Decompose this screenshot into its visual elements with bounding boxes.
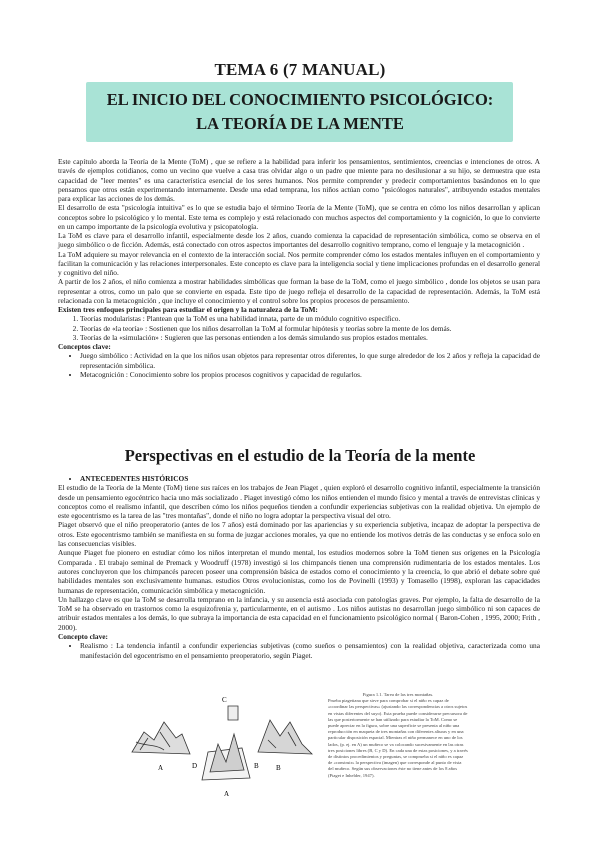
mountain-view-left	[132, 722, 190, 754]
figure-label: B	[276, 764, 281, 772]
mountains-diagram	[130, 692, 320, 802]
concepto-list	[58, 641, 540, 660]
list-item: • Realismo : La tendencia infantil a confundir experiencias subjetivas (como sueños o pensamientos) con la realidad objetiva, caracterizada como una manifestación del egocentrismo en el pensamiento preoperatorio, según Piaget.	[80, 641, 540, 660]
section-title: Perspectivas en el estudio de la Teoría de la mente	[124, 446, 476, 465]
section2-paragraph: Piaget observó que el niño preoperatorio (antes de los 7 años) está dominado por las apariencias y su experiencia subjetiva, incapaz de adoptar la perspectiva de otros. Este egocentrismo también se manifiesta en su forma de juzgar acciones morales, ya que no entiende los motivos detrás de las conductas y se enfoca solo en las consecuencias visibles.	[58, 520, 540, 549]
mountain-view-center	[202, 706, 250, 780]
enfoques-list	[58, 314, 540, 342]
figure-caption-text: Prueba piagetiana que sirve para comprobar si el niño es capaz de «coordinar las perspectivas» (ajustando las correspondencias a otros sujetos en vistas diferentes del suyo). Esta prueba puede considerarse precursora de las que posteriormente se han utilizado para estudiar la ToM. Como se puede apreciar en la figura, sobre una superficie se presenta al niño una reproducción en maqueta de tres montañas con diferentes alturas y en una particular disposición espacial. Mientras el niño permanece en uno de los lados, (p. ej. en A) un muñeco se va colocando sucesivamente en las otras tres posiciones libres (B, C y D). En cada una de estas posiciones, y a través de distintos procedimientos y preguntas, se comprueba si el niño es capaz de «construir» la perspectiva (imagen) que corresponde al punto de vista del muñeco. Según sus observaciones éste no tiene antes de los 8 años (Piaget e Inhelder, 1947).	[328, 698, 468, 778]
intro-paragraph: A partir de los 2 años, el niño comienza a mostrar habilidades simbólicas que forman la base de la ToM, como el juego simbólico , donde los objetos se usan para representar a otros, como un palo que se convierte en espada. Este tipo de juego refleja el desarrollo de la capacidad de representación. Además, la ToM está relacionada con la metacognición , que incluye el conocimiento y el control sobre los propios procesos de pensamiento.	[58, 277, 540, 305]
list-item: 3. Teorías de la «simulación» : Sugieren que las personas entienden a los demás simulando sus propios estados mentales.	[80, 333, 540, 342]
conceptos-list	[58, 351, 540, 379]
figure-caption	[328, 692, 468, 779]
concepto-heading: Concepto clave:	[58, 632, 108, 642]
list-item: 2. Teorías de «la teoría» : Sostienen que los niños desarrollan la ToM al formular hipótesis y teorías sobre la mente de los demás.	[80, 324, 540, 333]
main-title-line1: EL INICIO DEL CONOCIMIENTO PSICOLÓGICO:	[106, 90, 494, 109]
mountain-view-right	[258, 720, 312, 754]
tema-heading: TEMA 6 (7 MANUAL)	[214, 60, 386, 79]
section2-body	[58, 474, 540, 660]
intro-paragraph: La ToM adquiere su mayor relevancia en el contexto de la interacción social. Nos permite comprender cómo los estados mentales influyen en el comportamiento y facilitan la comunicación y las relaciones interpersonales. Este concepto es clave para la inteligencia social y tiene implicaciones profundas en el desarrollo general y cognitivo del niño.	[58, 249, 540, 277]
section2-paragraph: El estudio de la Teoría de la Mente (ToM) tiene sus raíces en los trabajos de Jean Piaget , quien exploró el desarrollo cognitivo infantil, especialmente la transición desde un pensamiento egocéntrico hacia uno más socializado . Piaget investigó cómo los niños entienden el mundo físico y mental a través de entrevistas clínicas y conceptos como el realismo infantil, que describen cómo los niños pequeños tienden a confundir experiencias subjetivas con la realidad objetiva. Un ejemplo de este egocentrismo es la tarea de las "tres montañas", donde el niño no logra adoptar la perspectiva visual del otro.	[58, 483, 540, 521]
three-mountains-figure	[130, 692, 466, 802]
figure-label: C	[222, 696, 227, 704]
section2-paragraph: Aunque Piaget fue pionero en estudiar cómo los niños interpretan el mundo mental, los estudios modernos sobre la ToM tienen sus orígenes en la Psicología Comparada . El trabajo seminal de Premack y Woodruff (1978) investigó si los chimpancés tienen una comprensión rudimentaria de los estados mentales. Los autores concluyeron que los chimpancés parecen poseer una comprensión básica de estados como el conocimiento y la creencia, lo que abrió el debate sobre qué habilidades mentales son exclusivamente humanas. estudios Otros evolucionistas, como los de Povinelli (1993) y Tomasello (1998), exploran las capacidades humanas de representación, comunicación simbólica y metacognición.	[58, 548, 540, 595]
intro-paragraph: La ToM es clave para el desarrollo infantil, especialmente desde los 2 años, cuando comienza la capacidad de representación simbólica, como se observa en el juego simbólico o de ficción. Además, está conectado con otros aspectos importantes del desarrollo cognitivo temprano, como el lenguaje y la metacognición .	[58, 231, 540, 250]
intro-section	[58, 157, 540, 379]
figure-caption-title: Figura 1.1. Tarea de las tres montañas.	[362, 692, 434, 697]
enfoques-heading: Existen tres enfoques principales para estudiar el origen y la naturaleza de la ToM:	[58, 305, 318, 314]
intro-paragraph: El desarrollo de esta "psicología intuitiva" es lo que se estudia bajo el término Teoría de la Mente (ToM), que se centra en cómo los niños desarrollan y aplican conceptos sobre lo psicológico y lo mental. Este tema es complejo y está relacionado con muchos aspectos del comportamiento y la cognición, lo que lo convierte en un campo importante de la psicología evolutiva y psicopatología.	[58, 203, 540, 231]
figure-label: A	[158, 764, 164, 772]
list-item: • Metacognición : Conocimiento sobre los propios procesos cognitivos y capacidad de regularlos.	[80, 370, 540, 379]
conceptos-heading: Conceptos clave:	[58, 342, 111, 351]
main-title-line2: LA TEORÍA DE LA MENTE	[196, 114, 404, 133]
figure-label: D	[192, 762, 198, 770]
figure-label: A	[224, 790, 230, 798]
list-item: • Juego simbólico : Actividad en la que los niños usan objetos para representar otros diferentes, lo que surge alrededor de los 2 años y refleja la capacidad de representación simbólica.	[80, 351, 540, 370]
intro-paragraph: Este capítulo aborda la Teoría de la Mente (ToM) , que se refiere a la habilidad para inferir los pensamientos, sentimientos, creencias e intenciones de otros. A través de ejemplos cotidianos, como un vecino que vuelve a casa tras olvidar algo o un padre que miente para no desilusionar a su hijo, se demuestra que esta capacidad de "leer mentes" es una característica esencial de los seres humanos. Nos permite comprender y predecir comportamientos basándonos en lo que pensamos que otros están experimentando internamente. Desde una edad temprana, los niños actúan como "psicólogos naturales", atribuyendo estados mentales para explicar las acciones de los demás.	[58, 157, 540, 203]
section2-paragraph: Un hallazgo clave es que la ToM se desarrolla temprano en la infancia, y su ausencia está asociada con patologías graves. Por ejemplo, la falta de desarrollo de la ToM se ha observado en trastornos como la esquizofrenia y, particularmente, en el autismo . Los niños autistas no desarrollan juego simbólico ni son capaces de atribuir estados mentales a los demás, lo que subraya la importancia de esta capacidad en el funcionamiento psicológico normal ( Baron-Cohen , 1995, 2000; Frith , 2000).	[58, 594, 540, 632]
figure-label: B	[254, 762, 259, 770]
list-item: 1. Teorías modularistas : Plantean que la ToM es una habilidad innata, parte de un módulo cognitivo específico.	[80, 314, 540, 323]
subheading-list	[58, 474, 540, 483]
subheading: • ANTECEDENTES HISTÓRICOS	[80, 474, 540, 483]
